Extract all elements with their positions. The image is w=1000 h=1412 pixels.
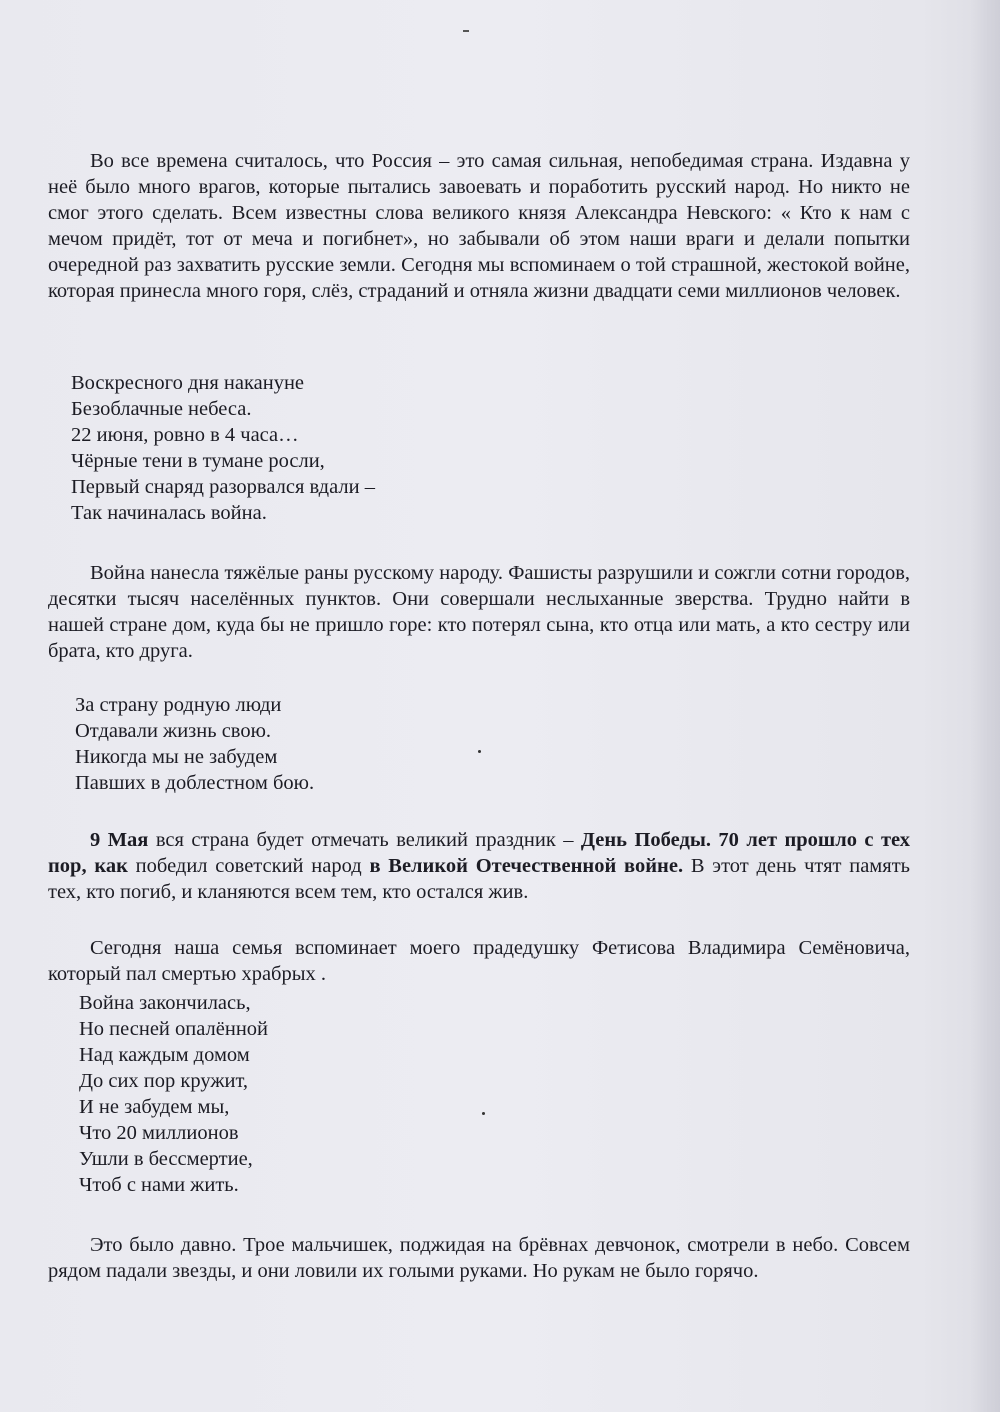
victory-date: 9 Мая <box>90 829 149 851</box>
poem-line: Ушли в бессмертие, <box>79 1148 253 1170</box>
poem-line: Павших в доблестном бою. <box>75 772 315 794</box>
poem-native-country <box>75 692 314 796</box>
page-edge-shadow <box>970 0 1000 1412</box>
paragraph-three-boys: Это было давно. Трое мальчишек, поджидая на брёвнах девчонок, смотрели в небо. Совсем рядом падали звезды, и они ловили их голыми руками. Но рукам не было горячо. <box>48 1234 910 1282</box>
poem-line: Над каждым домом <box>79 1044 250 1066</box>
poem-line: За страну родную люди <box>75 694 282 716</box>
great-patriotic-war: в Великой Отечественной войне. <box>369 855 684 877</box>
poem-line: Чтоб с нами жить. <box>79 1174 239 1196</box>
victory-day-title: День Победы. 70 лет прошло с тех пор, как <box>48 829 910 877</box>
text-fragment: вся страна будет отмечать великий праздник – <box>148 829 581 851</box>
paragraph-great-grandfather: Сегодня наша семья вспоминает моего прадедушку Фетисова Владимира Семёновича, который пал смертью храбрых . <box>48 937 910 985</box>
poem-war-ended <box>79 990 268 1198</box>
paragraph-intro: Во все времена считалось, что Россия – это самая сильная, непобедимая страна. Издавна у неё было много врагов, которые пытались завоевать и поработить русский народ. Но никто не смог этого сделать. Всем известны слова великого князя Александра Невского: « Кто к нам с мечом придёт, тот от меча и погибнет», но забывали об этом наши враги и делали попытки очередной раз захватить русские земли. Сегодня мы вспоминаем о той страшной, жестокой войне, которая принесла много горя, слёз, страданий и отняла жизни двадцати семи миллионов человек. <box>48 150 910 302</box>
poem-line: Безоблачные небеса. <box>71 398 252 420</box>
text-fragment: В этот день чтят память тех, кто погиб, и кланяются всем тем, кто остался жив. <box>48 855 911 903</box>
scan-speck <box>482 1112 485 1115</box>
poem-line: Воскресного дня накануне <box>71 372 305 394</box>
poem-line: Так начиналась война. <box>71 502 267 524</box>
text-fragment: победил советский народ <box>127 855 370 877</box>
poem-line: Но песней опалённой <box>79 1018 269 1040</box>
scan-mark <box>463 30 469 32</box>
poem-line: Никогда мы не забудем <box>75 746 278 768</box>
paragraph-war-wounds: Война нанесла тяжёлые раны русскому народу. Фашисты разрушили и сожгли сотни городов, десятки тысяч населённых пунктов. Они совершали неслыханные зверства. Трудно найти в нашей стране дом, куда бы не пришло горе: кто потерял сына, кто отца или мать, а кто сестру или брата, кто друга. <box>48 562 910 662</box>
poem-line: Что 20 миллионов <box>79 1122 239 1144</box>
poem-line: 22 июня, ровно в 4 часа… <box>71 424 299 446</box>
poem-line: Отдавали жизнь свою. <box>75 720 272 742</box>
poem-line: До сих пор кружит, <box>79 1070 248 1092</box>
poem-line: Война закончилась, <box>79 992 251 1014</box>
poem-line: Первый снаряд разорвался вдали – <box>71 476 375 498</box>
poem-june-22 <box>71 370 375 526</box>
poem-line: Чёрные тени в тумане росли, <box>71 450 325 472</box>
poem-line: И не забудем мы, <box>79 1096 230 1118</box>
paragraph-victory-day <box>48 827 910 905</box>
scan-speck <box>478 750 481 753</box>
